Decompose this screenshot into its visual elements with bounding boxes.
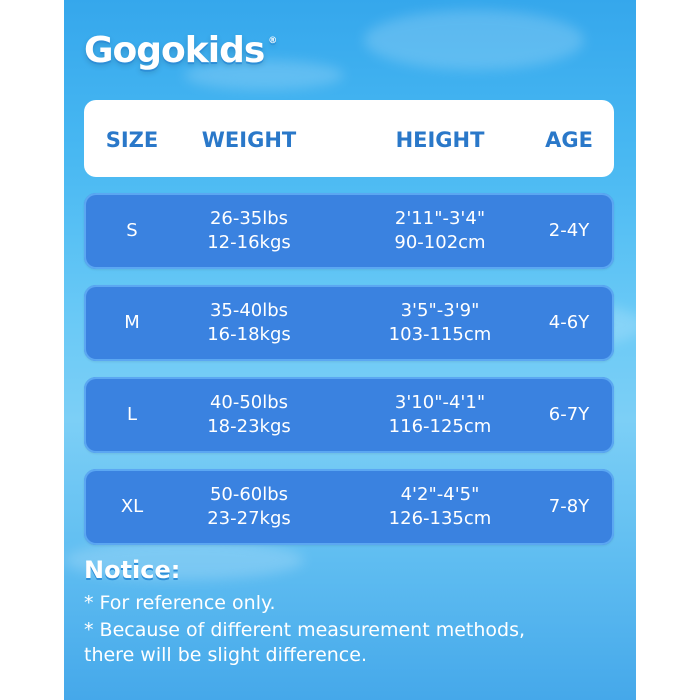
- height-cm: 90-102cm: [394, 232, 486, 253]
- notice-line-1: * For reference only.: [84, 592, 276, 614]
- table-row: [84, 469, 614, 545]
- weight-kgs: 23-27kgs: [207, 508, 291, 529]
- weight-lbs: 35-40lbs: [209, 300, 289, 321]
- header-weight: WEIGHT: [201, 128, 297, 152]
- age-cell: 7-8Y: [548, 496, 590, 517]
- size-cell: M: [124, 312, 140, 333]
- age-cell: 2-4Y: [548, 220, 590, 241]
- size-cell: L: [126, 404, 138, 425]
- height-ft: 3'10"-4'1": [394, 392, 486, 413]
- height-cm: 103-115cm: [388, 324, 492, 345]
- table-header: [84, 100, 614, 177]
- height-cell: [340, 285, 540, 361]
- weight-cell: [180, 377, 318, 453]
- weight-lbs: 26-35lbs: [209, 208, 289, 229]
- water-ripple: [364, 10, 584, 70]
- size-cell: S: [126, 220, 138, 241]
- registered-mark: ®: [268, 36, 277, 46]
- notice-line-2: * Because of different measurement methods,: [84, 619, 526, 641]
- header-height: HEIGHT: [395, 128, 485, 152]
- height-cell: [340, 469, 540, 545]
- size-cell: XL: [120, 496, 144, 517]
- weight-cell: [180, 285, 318, 361]
- weight-lbs: 50-60lbs: [209, 484, 289, 505]
- weight-kgs: 18-23kgs: [207, 416, 291, 437]
- height-ft: 4'2"-4'5": [400, 484, 480, 505]
- header-size: SIZE: [105, 128, 159, 152]
- weight-lbs: 40-50lbs: [209, 392, 289, 413]
- weight-cell: [180, 193, 318, 269]
- size-chart-panel: [64, 0, 636, 700]
- height-cell: [340, 377, 540, 453]
- age-cell: 6-7Y: [548, 404, 590, 425]
- height-ft: 3'5"-3'9": [400, 300, 480, 321]
- notice-title: Notice:: [84, 556, 181, 584]
- table-row: [84, 377, 614, 453]
- header-age: AGE: [545, 128, 593, 152]
- brand-logo: [84, 30, 277, 71]
- table-row: [84, 193, 614, 269]
- height-cm: 126-135cm: [388, 508, 492, 529]
- height-cm: 116-125cm: [388, 416, 492, 437]
- table-row: [84, 285, 614, 361]
- weight-kgs: 12-16kgs: [207, 232, 291, 253]
- age-cell: 4-6Y: [548, 312, 590, 333]
- height-ft: 2'11"-3'4": [394, 208, 486, 229]
- brand-name: Gogokids: [84, 30, 265, 71]
- notice-line-3: there will be slight difference.: [84, 644, 367, 666]
- weight-cell: [180, 469, 318, 545]
- height-cell: [340, 193, 540, 269]
- weight-kgs: 16-18kgs: [207, 324, 291, 345]
